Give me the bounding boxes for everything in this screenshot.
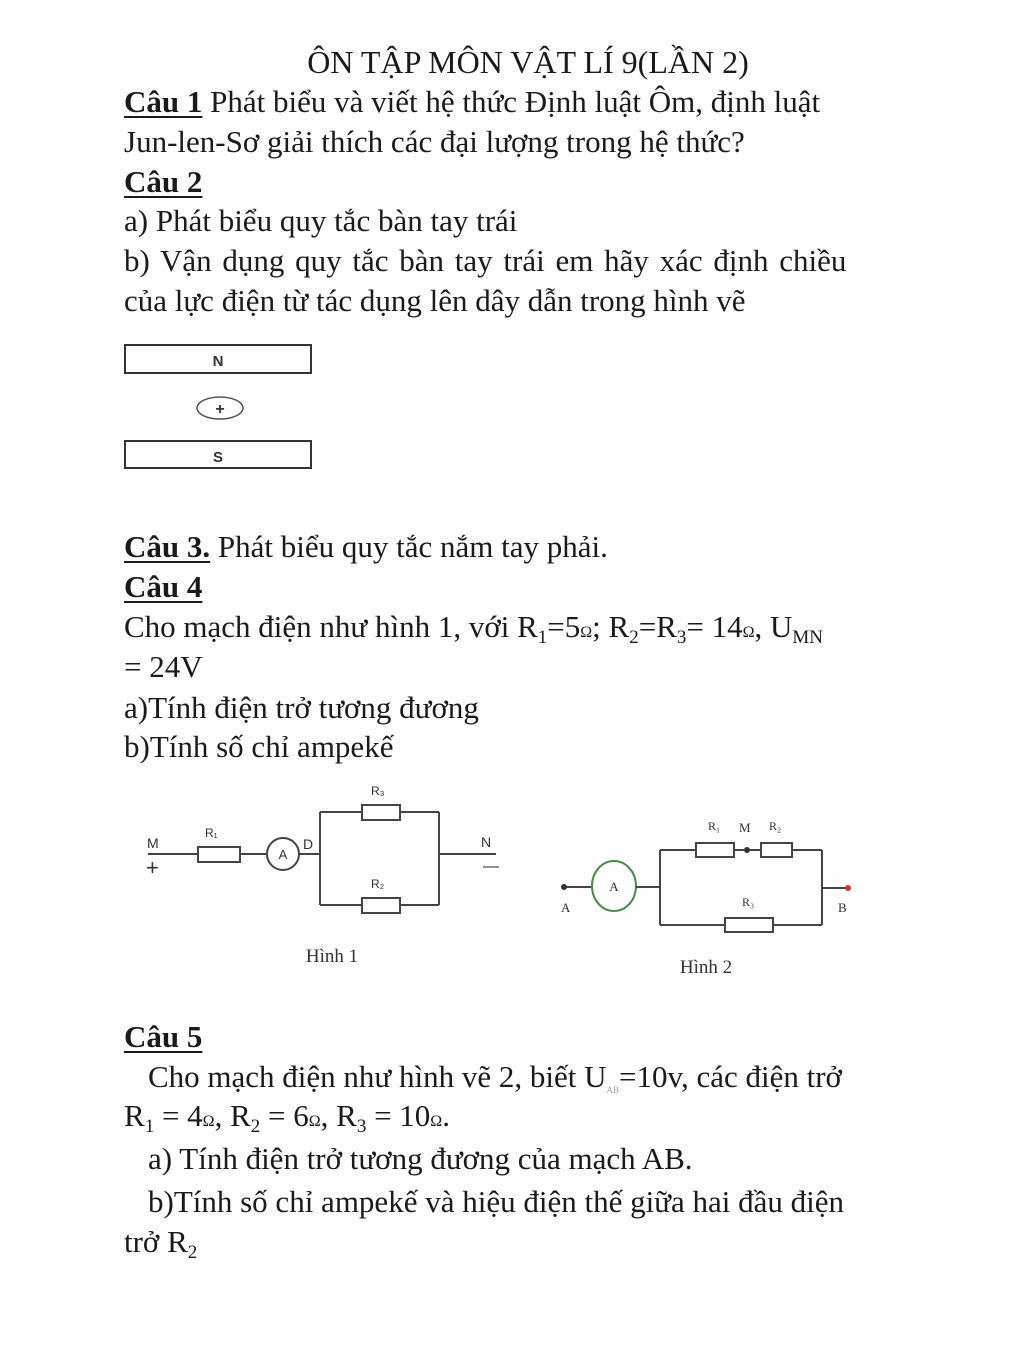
- ohm-symbol: Ω: [580, 624, 593, 641]
- south-label: S: [212, 449, 224, 466]
- question-3-line: [124, 529, 608, 565]
- node-m-label: M: [739, 820, 751, 835]
- resistor-r2: [761, 843, 792, 857]
- question-5-part-b-line-1: b)Tính số chỉ ampekế và hiệu điện thế giữa hai đầu điện: [148, 1184, 845, 1219]
- subscript: AB: [606, 1085, 619, 1095]
- text: , R: [320, 1098, 357, 1133]
- question-5-line: [124, 1019, 202, 1055]
- text: .: [442, 1098, 450, 1133]
- text: , U: [754, 609, 793, 644]
- r3-label: R₃: [371, 784, 385, 798]
- question-4-part-b: b)Tính số chỉ ampekế: [124, 729, 394, 764]
- text: =R: [638, 609, 677, 644]
- text: =5: [547, 609, 581, 644]
- terminal-b-label: B: [838, 900, 847, 915]
- ohm-symbol: Ω: [742, 624, 755, 641]
- r1-label: R₁: [708, 819, 721, 833]
- text: Cho mạch điện như hình vẽ 2, biết U: [148, 1059, 607, 1094]
- figure-1-caption: Hình 1: [305, 946, 359, 967]
- question-2-part-b-line-1: b) Vận dụng quy tắc bàn tay trái em hãy xác định chiều: [124, 243, 847, 278]
- subscript: 3: [676, 627, 687, 648]
- ohm-symbol: Ω: [430, 1113, 443, 1130]
- node-m-label: M: [147, 835, 159, 851]
- question-2-part-b-line-2: của lực điện từ tác dụng lên dây dẫn trong hình vẽ: [124, 283, 746, 318]
- question-2-line: [124, 164, 202, 200]
- question-5-part-b-line-2: [124, 1224, 197, 1271]
- question-2-part-a: a) Phát biểu quy tắc bàn tay trái: [124, 203, 518, 238]
- question-3-label: Câu 3.: [124, 529, 211, 564]
- magnet-figure: [124, 344, 314, 472]
- question-5-given-line-2: [124, 1098, 450, 1145]
- question-1-text: Phát biểu và viết hệ thức Định luật Ôm, định luật: [202, 84, 821, 119]
- subscript: 3: [356, 1116, 367, 1137]
- page-title: ÔN TẬP MÔN VẬT LÍ 9(LẦN 2): [307, 44, 749, 80]
- resistor-r1: [198, 847, 240, 862]
- text: trở R: [124, 1224, 188, 1259]
- subscript: 1: [537, 627, 548, 648]
- resistor-r1: [696, 843, 734, 857]
- plus-terminal-label: +: [146, 855, 159, 880]
- r1-label: R₁: [205, 826, 218, 840]
- subscript: 2: [187, 1242, 198, 1263]
- text: = 6: [260, 1098, 309, 1133]
- question-4-given: [124, 609, 823, 656]
- subscript: 1: [144, 1116, 155, 1137]
- text: ; R: [592, 609, 630, 644]
- terminal-b-dot: [845, 885, 851, 891]
- question-4-label: Câu 4: [124, 569, 203, 604]
- question-2-label: Câu 2: [124, 164, 203, 199]
- ohm-symbol: Ω: [202, 1113, 215, 1130]
- resistor-r2: [362, 898, 400, 913]
- ammeter-label: A: [278, 847, 288, 862]
- north-label: N: [212, 353, 224, 370]
- text: = 4: [154, 1098, 203, 1133]
- question-4-part-a: a)Tính điện trở tương đương: [124, 690, 479, 725]
- terminal-a-dot: [561, 884, 567, 890]
- ohm-symbol: Ω: [308, 1113, 321, 1130]
- subscript: MN: [792, 627, 824, 648]
- question-1-label: Câu 1: [124, 84, 203, 119]
- figure-2-caption: Hình 2: [679, 957, 733, 978]
- question-5-part-a: a) Tính điện trở tương đương của mạch AB.: [148, 1141, 693, 1176]
- subscript: 2: [629, 627, 639, 648]
- r2-label: R₂: [371, 877, 385, 891]
- node-d-label: D: [303, 836, 314, 852]
- question-4-line: [124, 569, 202, 605]
- text: Cho mạch điện như hình 1, với R: [124, 609, 538, 644]
- text: , R: [214, 1098, 251, 1133]
- text: = 10: [366, 1098, 431, 1133]
- question-5-label: Câu 5: [124, 1019, 203, 1054]
- current-direction-symbol: +: [215, 401, 225, 418]
- question-3-text: Phát biểu quy tắc nắm tay phải.: [210, 529, 608, 564]
- ammeter-label: A: [609, 879, 619, 894]
- circuit-figure-1: [140, 775, 520, 975]
- question-4-voltage: = 24V: [124, 649, 203, 684]
- question-1-line-2: Jun-len-Sơ giải thích các đại lượng trong hệ thức?: [124, 124, 745, 159]
- r2-label: R₂: [769, 819, 782, 833]
- circuit-figure-2: [555, 808, 865, 983]
- resistor-r3: [725, 918, 773, 932]
- subscript: 2: [250, 1116, 261, 1137]
- r3-label: R₃: [742, 895, 755, 909]
- text: R: [124, 1098, 145, 1133]
- text: = 14: [686, 609, 743, 644]
- resistor-r3: [362, 805, 400, 820]
- minus-terminal-label: —: [483, 858, 499, 875]
- text: =10v, các điện trở: [619, 1059, 842, 1094]
- node-m-dot: [744, 847, 750, 853]
- node-n-label: N: [481, 834, 492, 850]
- terminal-a-label: A: [561, 900, 571, 915]
- question-1-line-1: [124, 84, 820, 120]
